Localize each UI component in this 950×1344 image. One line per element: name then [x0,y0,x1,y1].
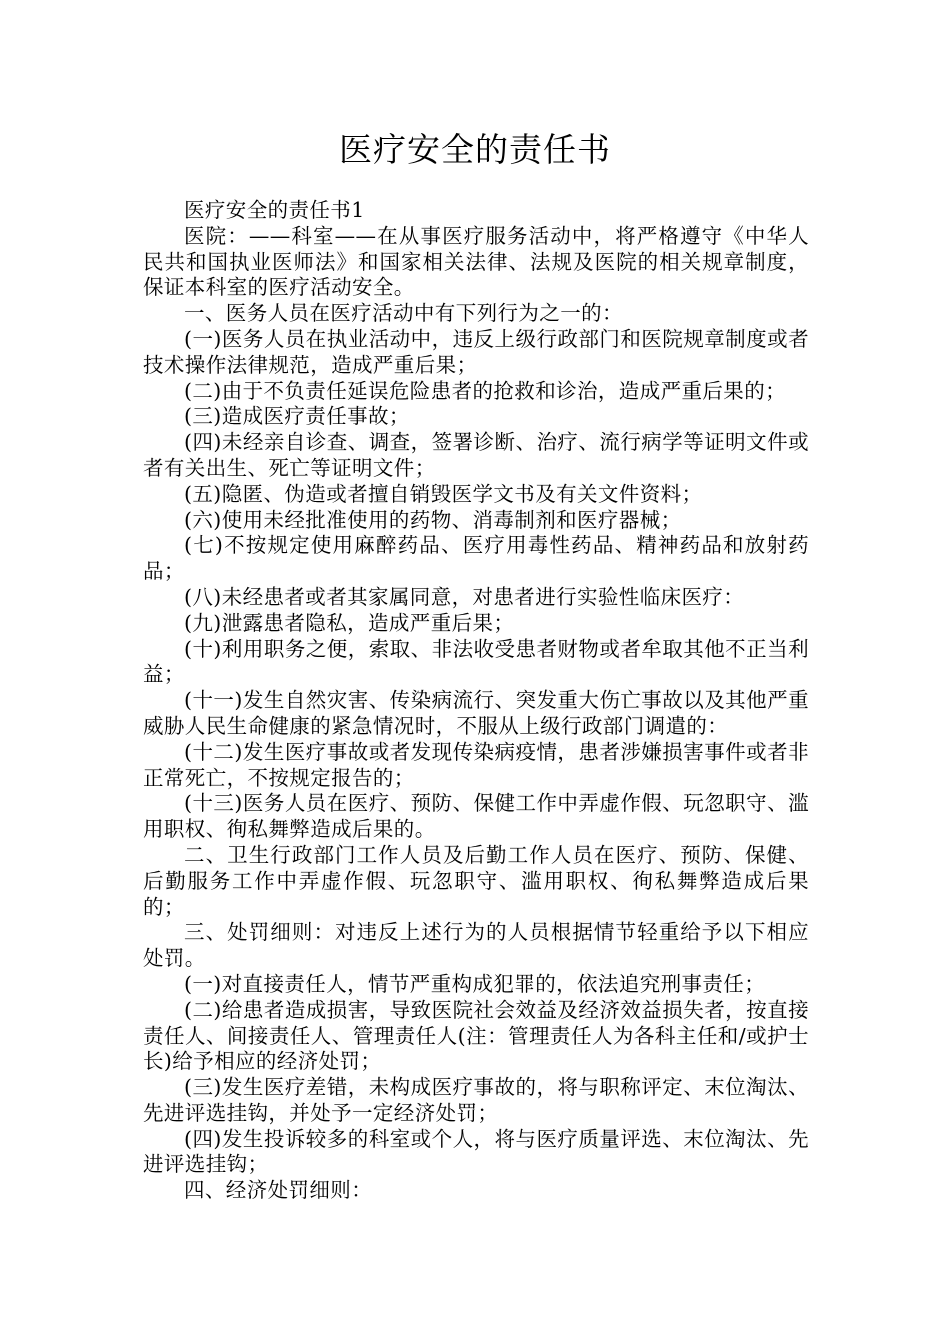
paragraph: (三)造成医疗责任事故； [184,404,410,429]
paragraph: 医疗安全的责任书1 [184,198,365,222]
paragraph: (二)由于不负责任延误危险患者的抢救和诊治，造成严重后果的； [184,378,786,403]
paragraph: (十)利用职务之便，索取、非法收受患者财物或者牟取其他不正当利益； [143,636,809,687]
paragraph: (五)隐匿、伪造或者擅自销毁医学文书及有关文件资料； [184,481,703,506]
paragraph: (六)使用未经批准使用的药物、消毒制剂和医疗器械； [184,507,682,532]
paragraph: (七)不按规定使用麻醉药品、医疗用毒性药品、精神药品和放射药品； [143,533,809,584]
document-body [143,198,809,1204]
paragraph: (十一)发生自然灾害、传染病流行、突发重大伤亡事故以及其他严重威胁人民生命健康的紧急情况时，不服从上级行政部门调遣的： [143,688,809,738]
paragraph: (一)医务人员在执业活动中，违反上级行政部门和医院规章制度或者技术操作法律规范，造成严重后果； [143,326,809,377]
paragraph: (四)未经亲自诊查、调查，签署诊断、治疗、流行病学等证明文件或者有关出生、死亡等证明文件； [143,430,809,480]
paragraph: 医院：——科室——在从事医疗服务活动中，将严格遵守《中华人民共和国执业医师法》和国家相关法律、法规及医院的相关规章制度，保证本科室的医疗活动安全。 [143,223,809,300]
paragraph: (二)给患者造成损害，导致医院社会效益及经济效益损失者，按直接责任人、间接责任人、管理责任人(注：管理责任人为各科主任和/或护士长)给予相应的经济处罚； [143,997,809,1074]
paragraph: 一、医务人员在医疗活动中有下列行为之一的： [184,301,623,326]
paragraph: (九)泄露患者隐私，造成严重后果； [184,610,515,635]
paragraph: (十三)医务人员在医疗、预防、保健工作中弄虚作假、玩忽职守、滥用职权、徇私舞弊造成后果的。 [143,791,809,842]
paragraph: 三、处罚细则：对违反上述行为的人员根据情节轻重给予以下相应处罚。 [143,920,809,971]
paragraph: 四、经济处罚细则： [184,1178,373,1203]
document-title: 医疗安全的责任书 [339,130,611,169]
paragraph: (三)发生医疗差错，未构成医疗事故的，将与职称评定、末位淘汰、先进评选挂钩，并处予一定经济处罚； [143,1075,809,1125]
paragraph: (十二)发生医疗事故或者发现传染病疫情，患者涉嫌损害事件或者非正常死亡，不按规定报告的； [143,739,809,790]
paragraph: 二、卫生行政部门工作人员及后勤工作人员在医疗、预防、保健、后勤服务工作中弄虚作假、玩忽职守、滥用职权、徇私舞弊造成后果的； [143,842,809,919]
paragraph: (四)发生投诉较多的科室或个人，将与医疗质量评选、末位淘汰、先进评选挂钩； [143,1126,809,1177]
paragraph: (八)未经患者或者其家属同意，对患者进行实验性临床医疗： [184,584,745,609]
paragraph: (一)对直接责任人，情节严重构成犯罪的，依法追究刑事责任； [184,971,766,996]
